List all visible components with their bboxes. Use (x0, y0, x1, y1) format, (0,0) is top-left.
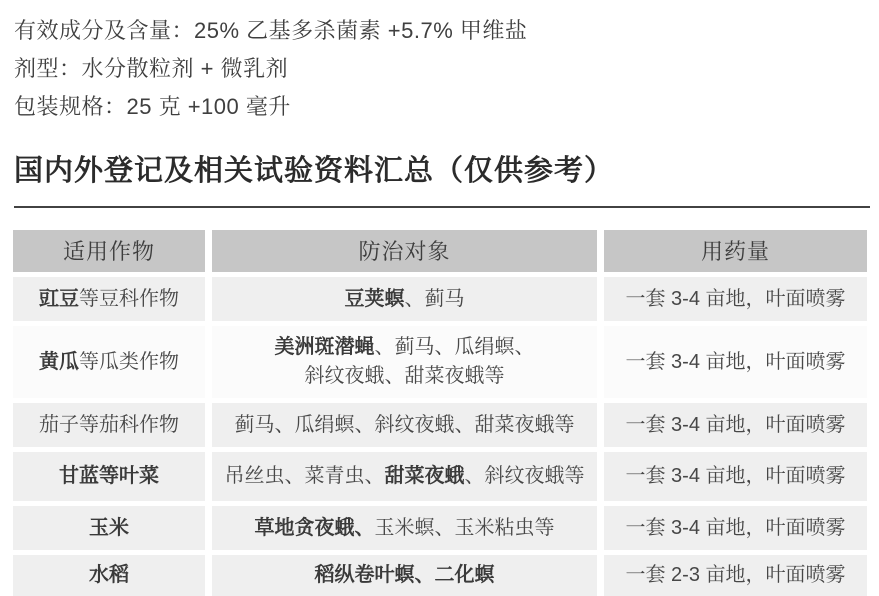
pest-line: 豆荚螟、蓟马 (344, 287, 465, 310)
pest-line: 草地贪夜蛾、玉米螟、玉米粘虫等 (254, 516, 555, 539)
pest-line: 吊丝虫、菜青虫、甜菜夜蛾、斜纹夜蛾等 (224, 465, 585, 487)
pest-line: 稻纵卷叶螟、二化螟 (314, 564, 495, 586)
info-line-active-ingredient: 有效成分及含量：25% 乙基多杀菌素 +5.7% 甲维盐 (14, 18, 528, 43)
col-header-dosage: 用药量 (604, 230, 867, 272)
crop-cell (13, 555, 205, 596)
pests-cell (212, 506, 597, 550)
section-title: 国内外登记及相关试验资料汇总（仅供参考） (14, 155, 615, 187)
crop-cell (13, 506, 205, 550)
pests-cell (212, 452, 597, 501)
crop-cell (13, 326, 205, 398)
crop-text: 豇豆等豆科作物 (39, 287, 179, 310)
dosage-cell: 一套 3-4 亩地，叶面喷雾 (604, 506, 867, 550)
pests-cell (212, 403, 597, 447)
crop-text: 甘蓝等叶菜 (59, 465, 159, 487)
dosage-cell: 一套 3-4 亩地，叶面喷雾 (604, 277, 867, 321)
registration-table (13, 230, 867, 596)
dosage-cell: 一套 2-3 亩地，叶面喷雾 (604, 555, 867, 596)
pests-cell (212, 277, 597, 321)
pests-cell (212, 555, 597, 596)
info-line-package-spec: 包装规格：25 克 +100 毫升 (14, 94, 291, 119)
pest-line: 蓟马、瓜绢螟、斜纹夜蛾、甜菜夜蛾等 (234, 413, 575, 436)
crop-text: 玉米 (89, 516, 129, 539)
crop-text: 水稻 (89, 564, 129, 586)
crop-text: 黄瓜等瓜类作物 (39, 350, 179, 373)
dosage-cell: 一套 3-4 亩地，叶面喷雾 (604, 326, 867, 398)
product-info-block (14, 10, 867, 126)
info-line-formulation: 剂型：水分散粒剂 + 微乳剂 (14, 56, 289, 81)
dosage-cell: 一套 3-4 亩地，叶面喷雾 (604, 452, 867, 501)
crop-text: 茄子等茄科作物 (39, 413, 179, 436)
dosage-cell: 一套 3-4 亩地，叶面喷雾 (604, 403, 867, 447)
pest-line: 美洲斑潜蝇、蓟马、瓜绢螟、 (274, 336, 535, 358)
pest-line: 斜纹夜蛾、甜菜夜蛾等 (304, 365, 505, 387)
pests-cell (212, 326, 597, 398)
crop-cell (13, 277, 205, 321)
crop-cell (13, 452, 205, 501)
col-header-pests: 防治对象 (212, 230, 597, 272)
title-divider (14, 206, 870, 208)
col-header-crop: 适用作物 (13, 230, 205, 272)
crop-cell (13, 403, 205, 447)
